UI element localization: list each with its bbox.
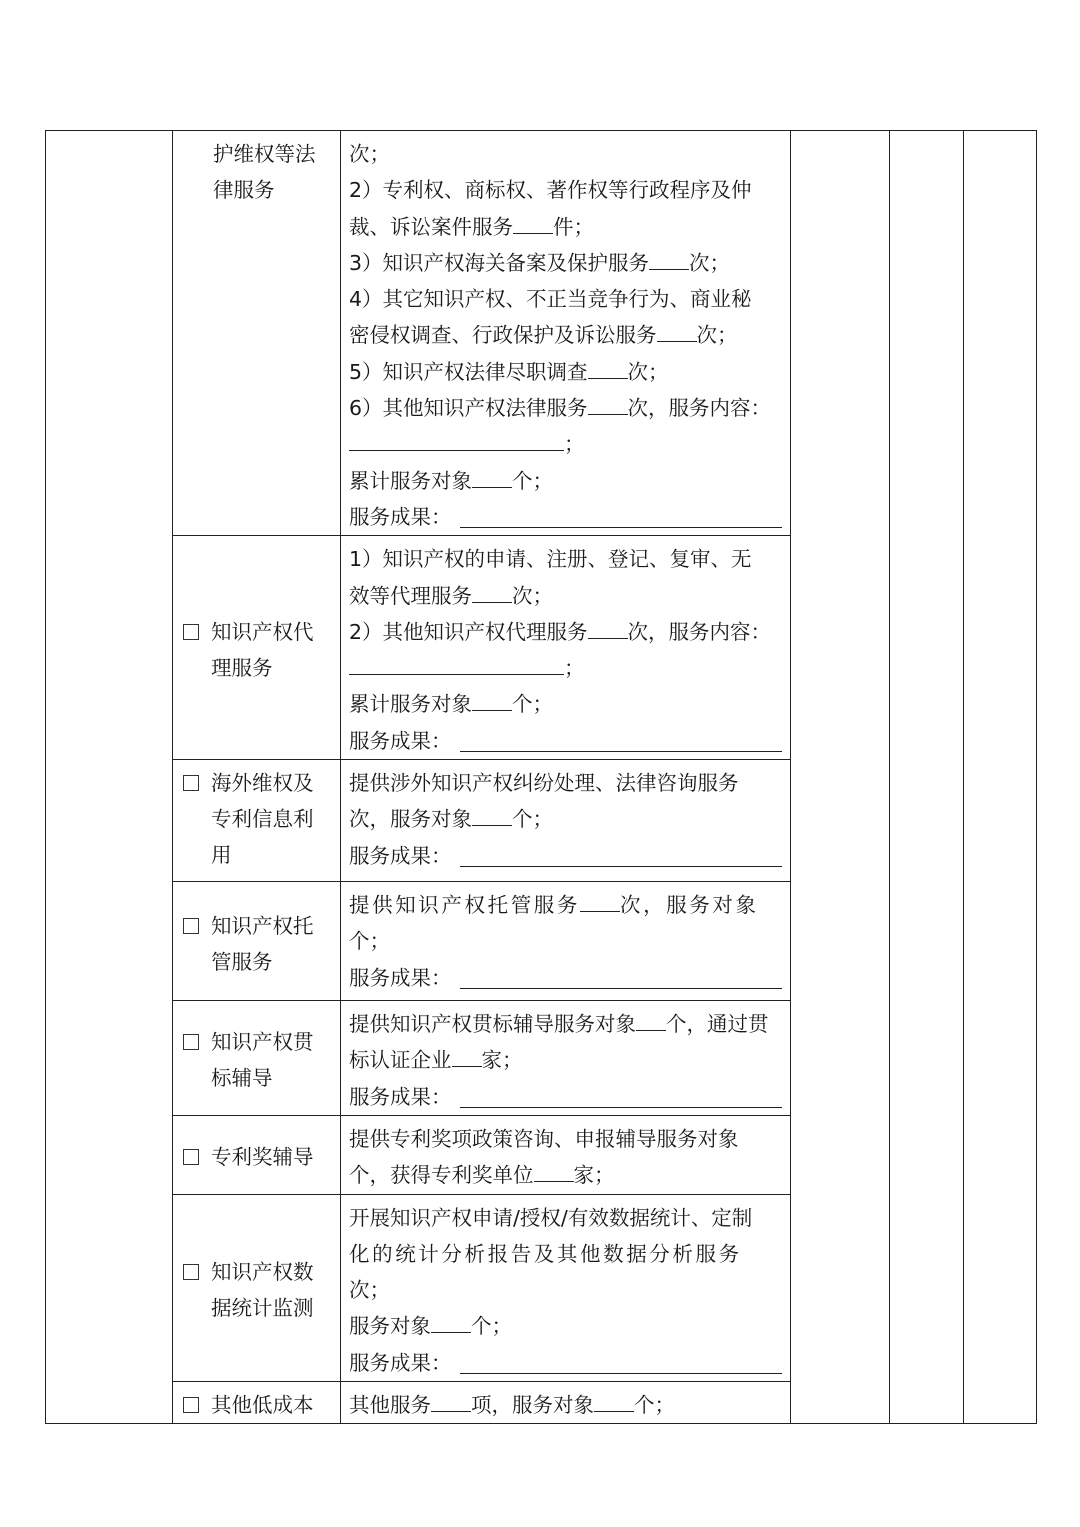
empty-cell — [890, 131, 964, 1424]
content-line: 件； — [553, 214, 594, 239]
result-label: 服务成果： — [349, 728, 452, 753]
blank-field[interactable] — [349, 428, 564, 451]
blank-field[interactable] — [472, 688, 512, 711]
blank-field[interactable] — [452, 1044, 482, 1067]
content-line: 密侵权调查、行政保护及诉讼服务 — [349, 323, 657, 348]
content-line: 2）其他知识产权代理服务 — [349, 619, 588, 644]
content-line: 个； — [634, 1393, 675, 1418]
content-line: 1）知识产权的申请、注册、登记、复审、无 — [349, 547, 752, 572]
content-line: 效等代理服务 — [349, 583, 472, 608]
result-label: 服务成果： — [349, 1084, 452, 1109]
content-line: 个； — [471, 1314, 512, 1339]
blank-field[interactable] — [588, 356, 628, 379]
service-content-cell — [341, 1382, 791, 1424]
content-line: 标认证企业 — [349, 1048, 452, 1073]
checkbox[interactable] — [183, 775, 199, 791]
content-line: 家； — [481, 1048, 523, 1073]
content-line: 5）知识产权法律尽职调查 — [349, 359, 588, 384]
content-line: 个； — [512, 468, 553, 493]
content-line: 次； — [696, 323, 738, 348]
service-name-cell — [173, 1194, 341, 1381]
blank-field[interactable] — [431, 1310, 471, 1333]
blank-field[interactable] — [431, 1389, 471, 1412]
content-line: 3）知识产权海关备案及保护服务 — [349, 250, 650, 275]
content-line: 个，通过贯 — [666, 1012, 769, 1037]
content-line: ； — [564, 656, 585, 681]
content-line: 个； — [512, 692, 553, 717]
blank-field[interactable] — [472, 580, 512, 603]
result-field[interactable] — [460, 723, 783, 752]
content-line: 其他服务 — [349, 1393, 431, 1418]
result-field[interactable] — [460, 960, 783, 989]
content-line: 提供知识产权托管服务 — [349, 893, 580, 918]
service-content-cell — [341, 882, 791, 1001]
checkbox[interactable] — [183, 624, 199, 640]
content-line: 裁、诉讼案件服务 — [349, 214, 513, 239]
blank-field[interactable] — [588, 616, 628, 639]
content-line: 提供专利奖项政策咨询、申报辅导服务对象 — [349, 1126, 739, 1151]
result-field[interactable] — [460, 499, 783, 528]
service-name: 专利奖辅导 — [211, 1145, 314, 1170]
content-line: 个，获得专利奖单位 — [349, 1163, 534, 1188]
service-name: 海外维权及专利信息利用 — [211, 771, 314, 868]
content-line: 次； — [349, 142, 390, 166]
service-name-cell — [173, 760, 341, 882]
blank-field[interactable] — [472, 803, 512, 826]
content-line: 次，服务对象 — [349, 807, 472, 832]
service-content-cell — [341, 760, 791, 882]
category-cell — [46, 131, 173, 1424]
service-name: 知识产权数据统计监测 — [211, 1260, 314, 1321]
service-name-cell — [173, 882, 341, 1001]
checkbox[interactable] — [183, 1149, 199, 1165]
service-name: 知识产权代理服务 — [211, 620, 314, 681]
blank-field[interactable] — [649, 247, 689, 270]
service-name: 护维权等法律服务 — [213, 142, 316, 202]
checkbox[interactable] — [183, 918, 199, 934]
content-line: 累计服务对象 — [349, 468, 472, 493]
blank-field[interactable] — [588, 392, 628, 415]
service-content-cell — [341, 1194, 791, 1381]
result-field[interactable] — [460, 1079, 783, 1108]
empty-cell — [791, 131, 890, 1424]
content-line: 服务对象 — [349, 1314, 431, 1339]
service-name: 知识产权贯标辅导 — [211, 1030, 314, 1091]
service-content-cell — [341, 131, 791, 536]
service-content-cell — [341, 536, 791, 760]
checkbox[interactable] — [183, 1264, 199, 1280]
content-line: 次； — [627, 359, 669, 384]
blank-field[interactable] — [657, 319, 697, 342]
blank-field[interactable] — [594, 1389, 634, 1412]
service-name-cell — [173, 131, 341, 536]
result-label: 服务成果： — [349, 965, 452, 990]
service-name-cell — [173, 536, 341, 760]
content-line: 次，服务内容： — [627, 396, 772, 421]
content-line: 次，服务内容： — [627, 619, 772, 644]
blank-field[interactable] — [349, 652, 564, 675]
checkbox[interactable] — [183, 1397, 199, 1413]
content-line: 2）专利权、商标权、著作权等行政程序及仲 — [349, 178, 752, 203]
content-line: 化的统计分析报告及其他数据分析服务 — [349, 1241, 742, 1266]
service-form-table — [45, 130, 1037, 1424]
result-field[interactable] — [460, 1345, 783, 1374]
blank-field[interactable] — [580, 889, 620, 912]
blank-field[interactable] — [534, 1159, 574, 1182]
content-line: 开展知识产权申请/授权/有效数据统计、定制 — [349, 1205, 753, 1230]
content-line: 个； — [512, 807, 553, 832]
content-line: 个； — [349, 929, 390, 954]
table-row — [46, 131, 1037, 536]
blank-field[interactable] — [513, 211, 553, 234]
result-field[interactable] — [460, 838, 783, 867]
content-line: 家； — [573, 1163, 615, 1188]
content-line: 4）其它知识产权、不正当竞争行为、商业秘 — [349, 287, 752, 312]
content-line: 次； — [689, 250, 731, 275]
service-name: 知识产权托管服务 — [211, 913, 314, 974]
content-line: 提供涉外知识产权纠纷处理、法律咨询服务 — [349, 771, 739, 796]
result-label: 服务成果： — [349, 843, 452, 868]
content-line: 项，服务对象 — [471, 1393, 594, 1418]
service-name: 其他低成本 — [211, 1393, 314, 1418]
service-content-cell — [341, 1115, 791, 1194]
content-line: ； — [564, 432, 585, 457]
content-line: 6）其他知识产权法律服务 — [349, 396, 588, 421]
blank-field[interactable] — [636, 1008, 666, 1031]
content-line: 次； — [512, 583, 553, 608]
content-line: 次； — [349, 1278, 390, 1303]
blank-field[interactable] — [472, 465, 512, 488]
content-line: 提供知识产权贯标辅导服务对象 — [349, 1012, 636, 1037]
service-name-cell — [173, 1001, 341, 1116]
service-name-cell — [173, 1115, 341, 1194]
empty-cell — [964, 131, 1037, 1424]
content-line: 累计服务对象 — [349, 692, 472, 717]
service-name-cell — [173, 1382, 341, 1424]
service-content-cell — [341, 1001, 791, 1116]
content-line: 次，服务对象 — [620, 893, 759, 918]
checkbox[interactable] — [183, 1034, 199, 1050]
result-label: 服务成果： — [349, 1350, 452, 1375]
result-label: 服务成果： — [349, 504, 452, 529]
